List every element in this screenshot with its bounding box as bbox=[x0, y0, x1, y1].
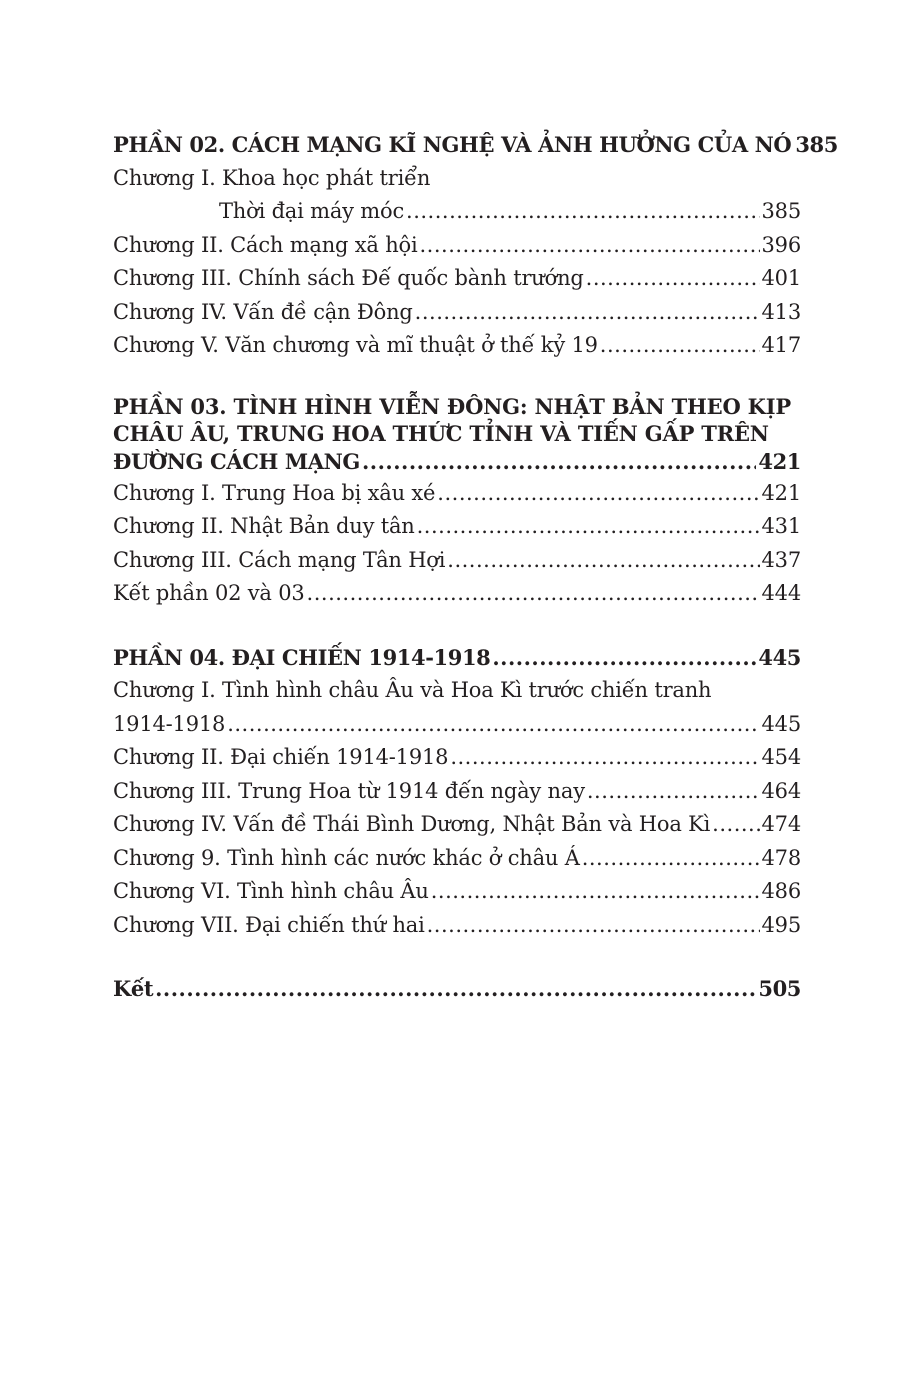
leader-dots bbox=[431, 875, 760, 909]
chapter-title: Chương III. Cách mạng Tân Hợi bbox=[113, 547, 446, 572]
toc-entry bbox=[113, 842, 801, 876]
section-heading-line: CHÂU ÂU, TRUNG HOA THỨC TỈNH VÀ TIẾN GẤP TRÊN bbox=[113, 420, 769, 446]
toc-entry bbox=[113, 741, 801, 775]
toc-entry bbox=[113, 909, 801, 943]
leader-dots bbox=[420, 229, 760, 263]
page-number: 445 bbox=[761, 711, 801, 736]
page-number: 385 bbox=[795, 132, 838, 157]
toc-entry bbox=[113, 477, 801, 511]
section-heading-line: PHẦN 03. TÌNH HÌNH VIỄN ĐÔNG: NHẬT BẢN THEO KỊP bbox=[113, 393, 791, 419]
chapter-title: Kết phần 02 và 03 bbox=[113, 581, 305, 605]
leader-dots bbox=[415, 296, 760, 330]
section-heading-row bbox=[113, 447, 801, 477]
toc-entry-ket bbox=[113, 972, 801, 1006]
page-number: 454 bbox=[761, 745, 801, 769]
leader-dots bbox=[712, 808, 759, 842]
page-number: 401 bbox=[761, 266, 801, 290]
chapter-title: Chương II. Nhật Bản duy tân bbox=[113, 514, 415, 538]
section-heading: PHẦN 04. ĐẠI CHIẾN 1914-1918 bbox=[113, 644, 491, 670]
section-heading: ĐƯỜNG CÁCH MẠNG bbox=[113, 448, 360, 474]
chapter-title: Chương III. Chính sách Đế quốc bành trướng bbox=[113, 266, 584, 290]
page-number: 437 bbox=[761, 547, 801, 572]
page-number: 396 bbox=[761, 232, 801, 257]
toc-entry bbox=[113, 229, 801, 263]
leader-dots bbox=[587, 775, 760, 809]
page-number: 478 bbox=[761, 845, 801, 870]
toc-section-phan-02 bbox=[113, 128, 838, 363]
leader-dots bbox=[492, 641, 756, 675]
leader-dots bbox=[437, 477, 759, 511]
chapter-title: Chương 9. Tình hình các nước khác ở châu Á bbox=[113, 845, 580, 870]
section-heading: PHẦN 02. CÁCH MẠNG KĨ NGHỆ VÀ ẢNH HƯỞNG CỦA NÓ bbox=[113, 132, 792, 157]
page-number: 464 bbox=[761, 778, 801, 803]
page-number: 445 bbox=[758, 644, 801, 670]
page-number: 474 bbox=[761, 812, 801, 836]
page-number: 413 bbox=[761, 299, 801, 324]
table-of-contents bbox=[113, 128, 838, 1006]
page-number: 431 bbox=[761, 514, 801, 538]
page-number: 486 bbox=[761, 879, 801, 903]
toc-entry bbox=[113, 708, 801, 742]
chapter-title: Chương II. Cách mạng xã hội bbox=[113, 232, 418, 257]
page-number: 444 bbox=[761, 581, 801, 605]
toc-section-phan-04 bbox=[113, 641, 801, 943]
toc-entry bbox=[113, 775, 801, 809]
leader-dots bbox=[586, 262, 760, 296]
chapter-title: Chương I. Trung Hoa bị xâu xé bbox=[113, 480, 436, 505]
chapter-title: Chương I. Tình hình châu Âu và Hoa Kì trước chiến tranh bbox=[113, 678, 712, 702]
leader-dots bbox=[447, 544, 759, 578]
toc-entry bbox=[113, 544, 801, 578]
toc-entry bbox=[113, 875, 801, 909]
toc-entry-label bbox=[113, 674, 801, 708]
leader-dots bbox=[450, 741, 759, 775]
page-number: 421 bbox=[758, 448, 801, 474]
chapter-title: Chương I. Khoa học phát triển bbox=[113, 165, 431, 190]
leader-dots bbox=[427, 909, 760, 943]
leader-dots bbox=[362, 447, 756, 477]
leader-dots bbox=[582, 842, 760, 876]
chapter-title: Chương IV. Vấn đề cận Đông bbox=[113, 299, 413, 324]
toc-entry bbox=[113, 329, 801, 363]
toc-section-phan-03 bbox=[113, 393, 801, 611]
page-number: 417 bbox=[761, 333, 801, 357]
toc-entry bbox=[113, 195, 801, 229]
section-heading-row bbox=[113, 128, 838, 162]
leader-dots bbox=[600, 329, 760, 363]
leader-dots bbox=[417, 510, 760, 544]
chapter-title-continuation: Thời đại máy móc bbox=[219, 199, 405, 223]
page-number: 505 bbox=[758, 976, 801, 1001]
section-heading: Kết bbox=[113, 976, 154, 1001]
leader-dots bbox=[227, 708, 759, 742]
leader-dots bbox=[155, 972, 756, 1006]
toc-entry bbox=[113, 808, 801, 842]
chapter-title: Chương VI. Tình hình châu Âu bbox=[113, 879, 429, 903]
chapter-title: Chương IV. Vấn đề Thái Bình Dương, Nhật Bản và Hoa Kì bbox=[113, 812, 711, 836]
chapter-title: Chương VII. Đại chiến thứ hai bbox=[113, 912, 425, 937]
leader-dots bbox=[307, 577, 760, 611]
chapter-title-continuation: 1914-1918 bbox=[113, 711, 226, 736]
toc-entry bbox=[113, 262, 801, 296]
toc-entry bbox=[113, 510, 801, 544]
toc-entry bbox=[113, 296, 801, 330]
page-number: 385 bbox=[761, 199, 801, 223]
leader-dots bbox=[406, 195, 760, 229]
page-number: 495 bbox=[761, 912, 801, 937]
chapter-title: Chương V. Văn chương và mĩ thuật ở thế kỷ 19 bbox=[113, 333, 598, 357]
chapter-title: Chương II. Đại chiến 1914-1918 bbox=[113, 745, 449, 769]
toc-entry-label bbox=[113, 162, 801, 196]
chapter-title: Chương III. Trung Hoa từ 1914 đến ngày nay bbox=[113, 778, 585, 803]
section-heading-row bbox=[113, 641, 801, 675]
toc-entry bbox=[113, 577, 801, 611]
page-number: 421 bbox=[761, 480, 801, 505]
